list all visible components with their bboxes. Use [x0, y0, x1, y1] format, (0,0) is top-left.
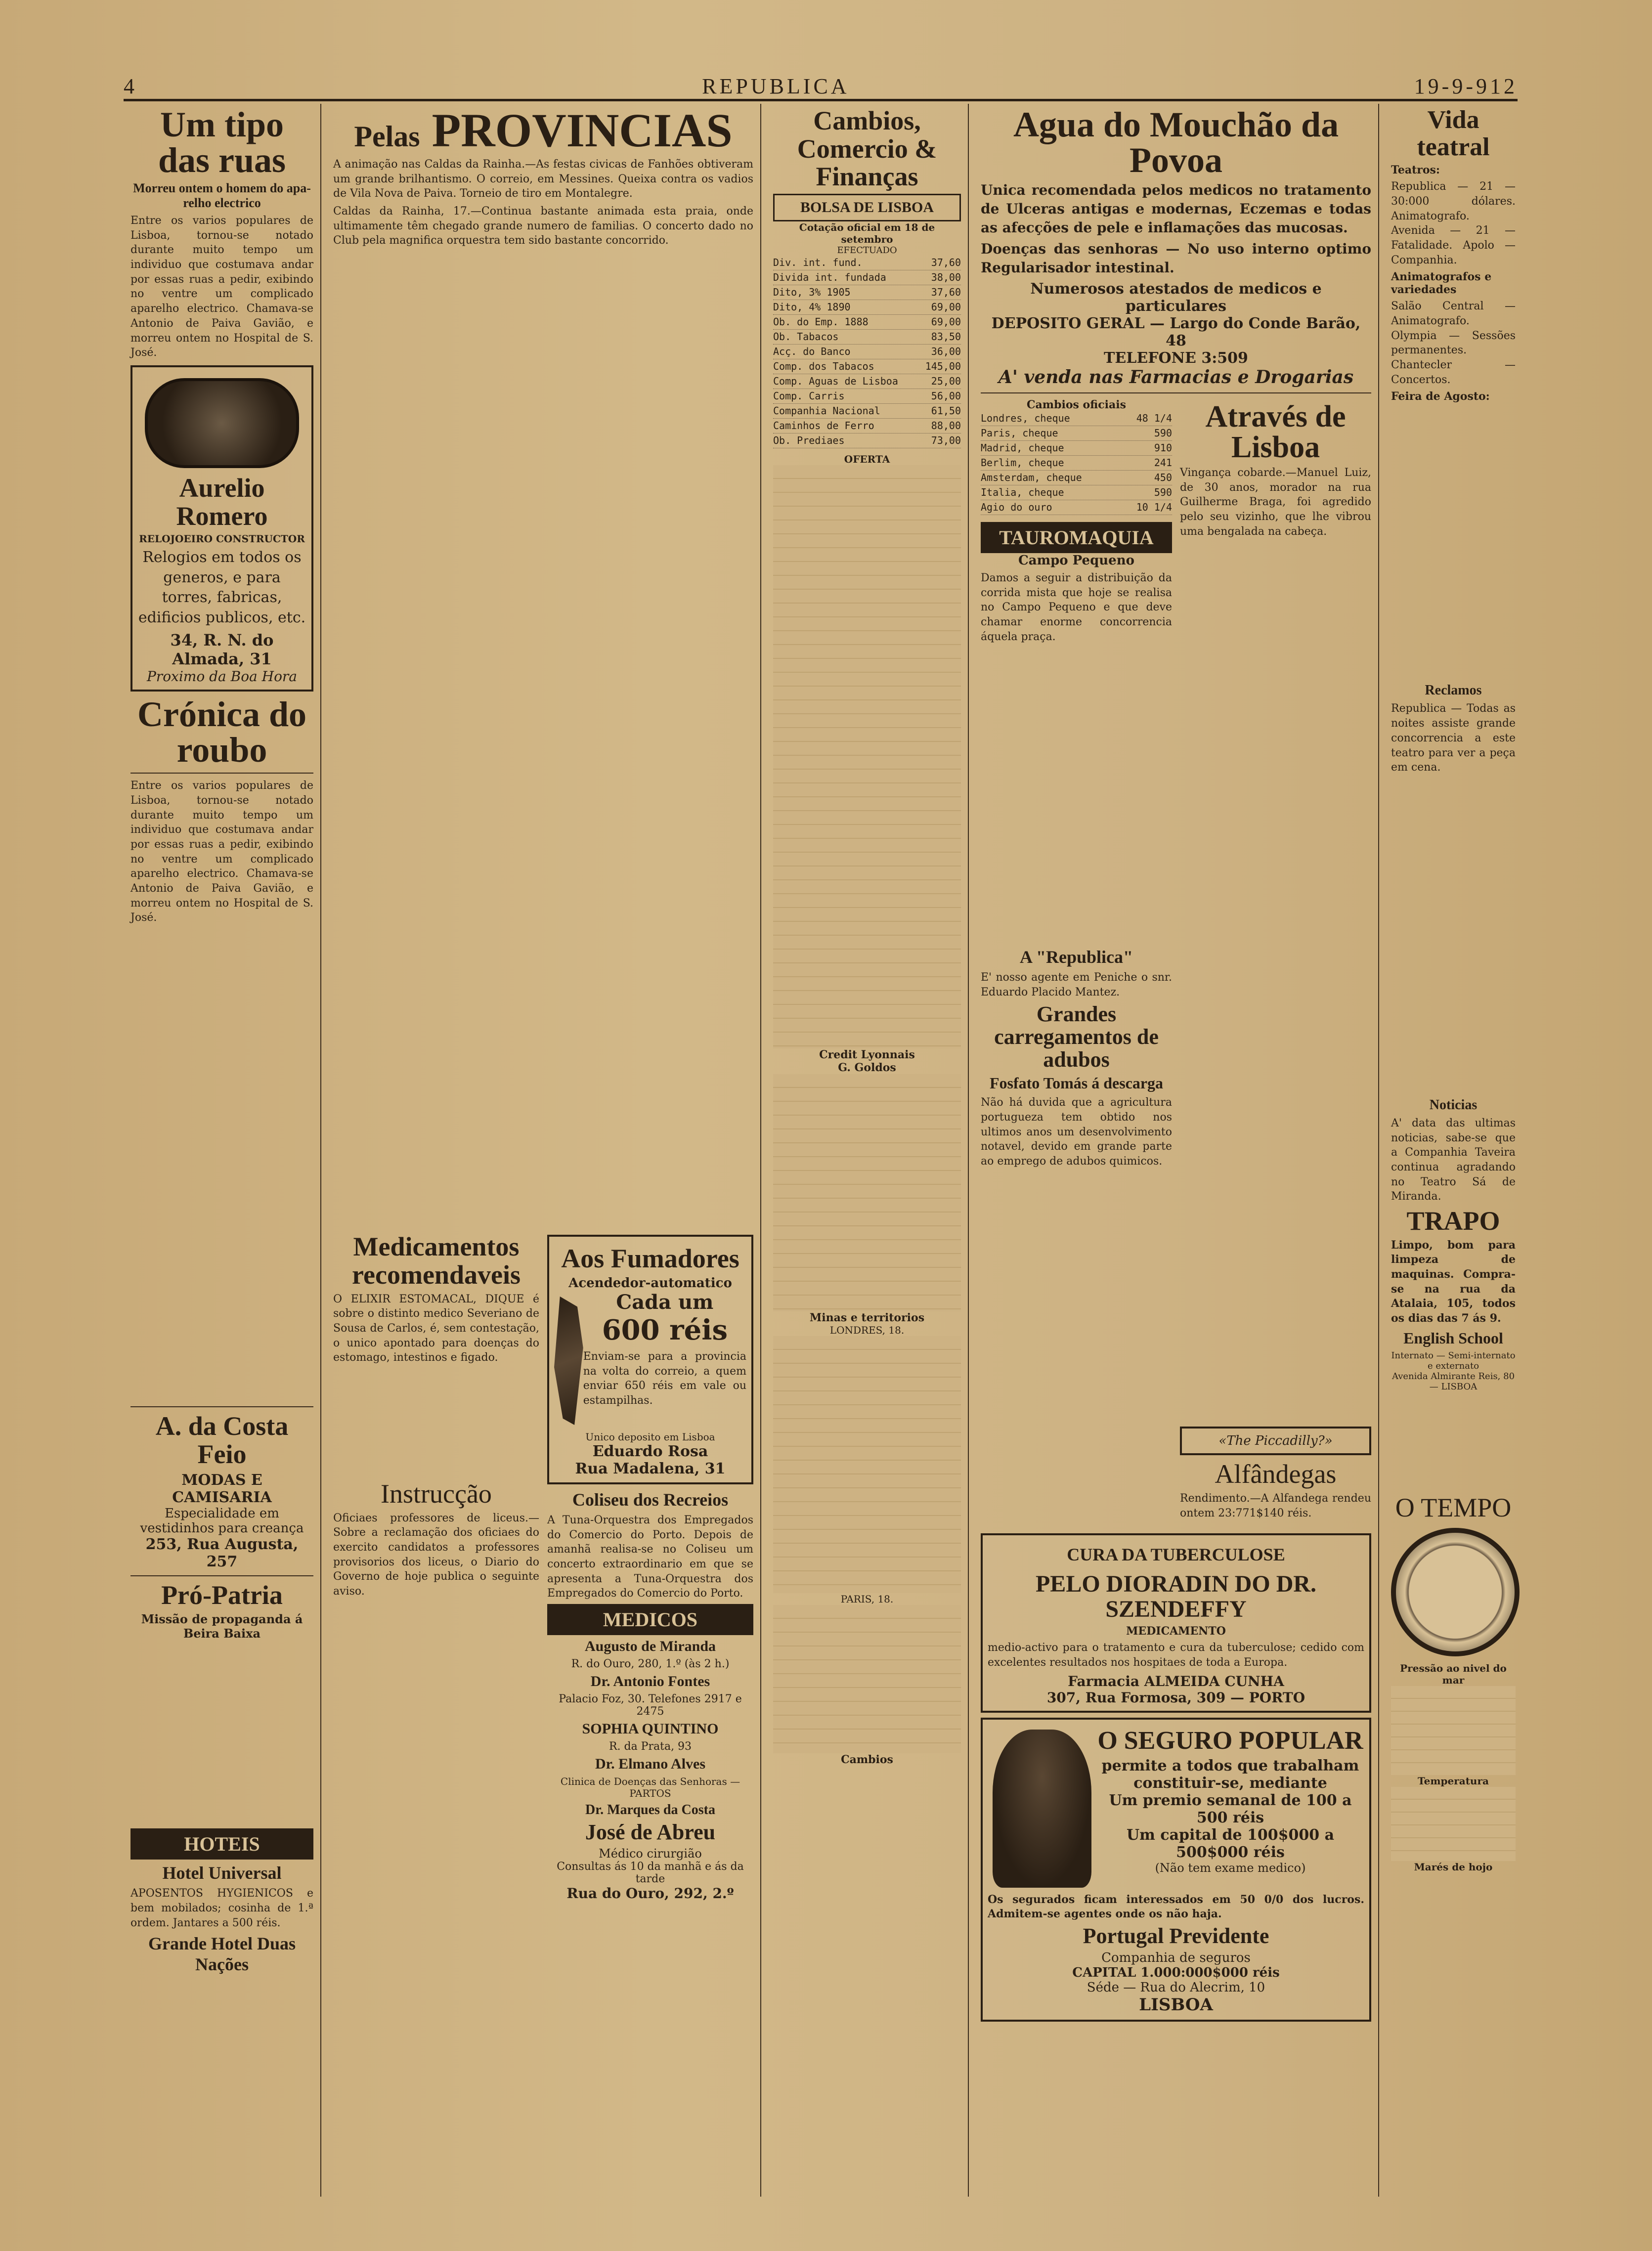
- trapo-text: Limpo, bom para limpeza de maquinas. Compra-se na rua da Atalaia, 105, todos os dias das 7 ás 9.: [1391, 1238, 1516, 1325]
- row-label: Ob. Tabacos: [773, 331, 839, 343]
- table-row: [981, 411, 1172, 426]
- ad-tuberculose: [981, 1533, 1371, 1712]
- medicos-banner: MEDICOS: [547, 1604, 753, 1635]
- companhia-label: Companhia de seguros: [1101, 1950, 1251, 1966]
- atraves-text: Vingança cobarde.—Manuel Luiz, de 30 anos, morador na rua Guilherme Braga, foi agredido pelo seu vizinho, que lhe vibrou uma bengalada na cabeça.: [1180, 466, 1371, 538]
- provincias-caldas: Caldas da Rainha, 17.—Continua bastante animada esta praia, onde ultimamente têm chegado grande numero de familias. O concerto dado no Club pela magnifica orquestra tem sido bastante concorrido.: [333, 205, 753, 247]
- pro-patria-text-block: [130, 1641, 313, 1828]
- col4-left: [981, 398, 1172, 1524]
- ad-costa-feio-name: A. da Costa Feio: [155, 1411, 289, 1469]
- headline-medicamentos: Medicamentos recomendaveis: [352, 1232, 521, 1290]
- paris-table-block: [773, 1605, 961, 1753]
- ad-seguro-popular: [981, 1718, 1371, 2022]
- reclamos-label: Reclamos: [1425, 683, 1482, 698]
- table-row: [773, 433, 961, 448]
- pressao-label: Pressão ao nivel do mar: [1400, 1662, 1507, 1686]
- oferta-table-block: [773, 465, 961, 1048]
- row-value: 37,60: [931, 257, 961, 269]
- seguro-lisboa: LISBOA: [1139, 1995, 1213, 2015]
- efectuado-label: EFECTUADO: [837, 245, 897, 256]
- animatografos-label: Animatografos e variedades: [1391, 270, 1492, 297]
- row-label: Agio do ouro: [981, 501, 1052, 513]
- row-value: 241: [1154, 456, 1172, 469]
- headline-pro-patria: Pró-Patria: [161, 1580, 283, 1610]
- article-tipo-ruas: Entre os varios populares de Lisboa, tornou-se notado durante muito tempo um individuo que costumava andar por essas ruas a pedir, exibindo no ventre um complicado aparelho electrico. Chamava-se Antonio de Paiva Gavião, e morreu ontem no Hospital de S. José.: [130, 215, 313, 359]
- table-row: [981, 456, 1172, 471]
- animatografos-text: Salão Central — Animatografo. Olympia — Sessões permanentes. Chantecler — Concertos.: [1391, 300, 1516, 386]
- coliseu-text: A Tuna-Orquestra dos Empregados do Comercio do Porto. Depois de amanhã realisa-se no Coliseu um concerto extraordinario em que se apresenta a Tuna-Orquestra dos Empregados do Comercio do Porto.: [547, 1514, 753, 1600]
- medico-augusto: Augusto de Miranda: [584, 1638, 716, 1654]
- tauromaquia-text-block: [981, 647, 1172, 944]
- table-row: [773, 256, 961, 270]
- medico-jose-addr: Rua do Ouro, 292, 2.º: [566, 1885, 734, 1902]
- headline-tempo: O TEMPO: [1395, 1492, 1512, 1522]
- table-row: [773, 404, 961, 419]
- seguro-sub: permite a todos que trabalham constituir-se, mediante: [1101, 1757, 1359, 1792]
- medico-jose: José de Abreu: [585, 1819, 716, 1844]
- table-row: [773, 315, 961, 330]
- row-value: 61,50: [931, 405, 961, 417]
- row-label: Paris, cheque: [981, 427, 1058, 439]
- fumadores-price: 600 réis: [602, 1313, 728, 1346]
- table-row: [981, 485, 1172, 500]
- column-2: [326, 104, 761, 2197]
- table-row: [981, 500, 1172, 515]
- gold-bonds: G. Goldos: [838, 1061, 896, 1075]
- ad-fumadores: [547, 1235, 753, 1484]
- medico-sophia-addr: R. da Prata, 93: [609, 1740, 692, 1753]
- minas-label: Minas e territorios: [809, 1311, 925, 1325]
- farmacia-address: 307, Rua Formosa, 309 — PORTO: [1046, 1689, 1305, 1706]
- ad-aurelio-address: 34, R. N. do Almada, 31: [170, 631, 274, 669]
- temperatura-table-block: [1391, 1787, 1516, 1861]
- trapo-title: TRAPO: [1406, 1206, 1500, 1236]
- hotel-universal-name: Hotel Universal: [162, 1863, 282, 1883]
- lighter-illustration-icon: [554, 1297, 583, 1425]
- bolsa-table: [773, 256, 961, 448]
- agua-deposito: DEPOSITO GERAL — Largo do Conde Barão, 48: [991, 314, 1361, 349]
- seguro-sede: Séde — Rua do Alecrim, 10: [1087, 1980, 1265, 1995]
- fosfato-text: Não há duvida que a agricultura portugueza tem obtido nos ultimos anos um desenvolvimento notavel, devido em grande parte ao emprego de adubos quimicos.: [981, 1096, 1172, 1168]
- reclamos-text-block: [1391, 778, 1516, 1094]
- english-school-addr: Avenida Almirante Reis, 80 — LISBOA: [1391, 1371, 1515, 1392]
- table-row: [773, 285, 961, 300]
- row-value: 36,00: [931, 346, 961, 358]
- feira-label: Feira de Agosto:: [1391, 390, 1490, 403]
- farmacia-name: Farmacia ALMEIDA CUNHA: [1068, 1673, 1284, 1689]
- column-4: [974, 104, 1379, 2197]
- table-row: [773, 300, 961, 315]
- ad-aurelio-name: Aurelio Romero: [176, 473, 268, 531]
- divider: [981, 392, 1371, 393]
- alfandegas-text: Rendimento.—A Alfandega rendeu ontem 23:771$140 réis.: [1180, 1492, 1371, 1519]
- row-value: 590: [1154, 486, 1172, 498]
- reclamos-text: Republica — Todas as noites assiste grande concorrencia a este teatro para ver a peça em cena.: [1391, 702, 1516, 774]
- dioradin-title: PELO DIORADIN DO DR. SZENDEFFY: [1035, 1571, 1317, 1622]
- row-label: Berlim, cheque: [981, 456, 1064, 469]
- page-number: 4: [124, 74, 137, 98]
- feira-text-block: [1391, 403, 1516, 680]
- tauromaquia-text: Damos a seguir a distribuição da corrida mista que hoje se realisa no Campo Pequeno e que deve chamar enorme concorrencia áquela praça.: [981, 571, 1172, 643]
- teatros-label: Teatros:: [1391, 164, 1440, 177]
- medico-elmano-sub: Clinica de Doenças das Senhoras — PARTOS: [560, 1775, 740, 1799]
- table-row: [773, 345, 961, 359]
- provincias-text-block: [333, 251, 753, 1230]
- headline-cambios: Cambios, Comercio & Finanças: [797, 106, 937, 192]
- row-value: 69,00: [931, 316, 961, 328]
- table-row: [981, 426, 1172, 441]
- row-value: 88,00: [931, 420, 961, 432]
- english-text-block: [1391, 1392, 1516, 1491]
- row-label: Londres, cheque: [981, 412, 1070, 424]
- oferta-label: OFERTA: [844, 453, 890, 466]
- row-label: Acç. do Banco: [773, 346, 851, 358]
- fumadores-price-pre: Cada um: [616, 1290, 714, 1314]
- table-row: [773, 330, 961, 345]
- row-label: Madrid, cheque: [981, 441, 1064, 454]
- seguro-capital: CAPITAL 1.000:000$000 réis: [1072, 1965, 1280, 1981]
- ad-costa-feio-address: 253, Rua Augusta, 257: [145, 1535, 299, 1570]
- seguro-title: O SEGURO POPULAR: [1097, 1726, 1363, 1755]
- row-value: 450: [1154, 471, 1172, 483]
- row-value: 25,00: [931, 375, 961, 388]
- hoteis-banner: HOTEIS: [130, 1828, 313, 1860]
- headline-provincias: [333, 104, 753, 157]
- issue-date: 19-9-912: [1414, 74, 1518, 98]
- headline-republica: A "Republica": [1019, 947, 1133, 967]
- row-label: Companhia Nacional: [773, 405, 880, 417]
- fumadores-sub: Acendedor-automatico: [568, 1275, 732, 1291]
- fumadores-text: Enviam-se para a provincia na volta do correio, a quem enviar 650 réis em vale ou estampilhas.: [583, 1350, 746, 1407]
- lower-left: [333, 1230, 539, 1902]
- row-label: Comp. Aguas de Lisboa: [773, 375, 898, 388]
- medico-fontes: Dr. Antonio Fontes: [590, 1673, 710, 1689]
- headline-cronica-roubo: Crónica do roubo: [137, 694, 306, 770]
- lower-two-columns: [333, 1230, 753, 1902]
- divider: [130, 1575, 313, 1576]
- table-row: [773, 419, 961, 433]
- ad-aurelio-note: Proximo da Boa Hora: [146, 668, 298, 685]
- row-label: Comp. Carris: [773, 390, 845, 402]
- col4-split: [981, 398, 1371, 1524]
- row-value: 83,50: [931, 331, 961, 343]
- headline-grandes-carregamentos: Grandes carregamentos de adubos: [994, 1001, 1159, 1072]
- pressao-table-block: [1391, 1686, 1516, 1775]
- row-label: Italia, cheque: [981, 486, 1064, 498]
- cronica-text-block: [130, 779, 313, 1401]
- divider: [130, 773, 313, 774]
- row-value: 37,60: [931, 286, 961, 299]
- headline-vida-teatral: Vida teatral: [1417, 106, 1490, 161]
- medico-sophia: SOPHIA QUINTINO: [582, 1720, 719, 1737]
- row-value: 73,00: [931, 434, 961, 447]
- temperatura-label: Temperatura: [1418, 1775, 1489, 1787]
- cronica-placeholder-text: Entre os varios populares de Lisboa, tornou-se notado durante muito tempo um individuo que costumava andar por essas ruas a pedir, exibindo no ventre um complicado aparelho electrico. Chamava-se Antonio de Paiva Gavião, e morreu ontem no Hospital de S. José.: [130, 779, 313, 924]
- medico-elmano: Dr. Elmano Alves: [595, 1755, 706, 1772]
- row-value: 38,00: [931, 271, 961, 284]
- bolsa-banner: BOLSA DE LISBOA: [773, 194, 961, 221]
- agua-sub: Unica recomendada pelos medicos no tratamento de Ulceras antigas e modernas, Eczemas e todas as afecções de pele e inflamações das mucosas.: [981, 182, 1371, 236]
- medico-jose-sub: Médico cirurgião: [599, 1847, 702, 1861]
- agua-telefone: TELEFONE 3:509: [1104, 349, 1248, 367]
- noticias-text: A' data das ultimas noticias, sabe-se que a Companhia Taveira continua agradando no Teatro Sá de Miranda.: [1391, 1117, 1516, 1203]
- lower-right: [547, 1230, 753, 1902]
- row-label: Comp. dos Tabacos: [773, 360, 874, 373]
- row-label: Dito, 3% 1905: [773, 286, 851, 299]
- fumadores-name: Eduardo Rosa: [592, 1442, 708, 1460]
- row-value: 69,00: [931, 301, 961, 313]
- row-value: 48 1/4: [1136, 412, 1172, 424]
- row-label: Dito, 4% 1890: [773, 301, 851, 313]
- seguro-note: Os segurados ficam interessados em 50 0/0 dos lucros. Admitem-se agentes onde os não haja.: [988, 1893, 1364, 1921]
- cambios-oficiais-title: Cambios oficiais: [1027, 398, 1126, 411]
- medicamentos-text: O ELIXIR ESTOMACAL, DIQUE é sobre o distinto medico Severiano de Sousa de Carlos, é, sem contestação, o unico apontado para doenças do estomago, intestinos e figado.: [333, 1293, 539, 1364]
- table-row: [981, 441, 1172, 456]
- ad-costa-feio-spec: Especialidade em vestidinhos para creança: [140, 1506, 304, 1536]
- headline-atraves-lisboa: Através de Lisboa: [1205, 399, 1346, 464]
- ad-aurelio-romero: [130, 365, 313, 692]
- column-3: [766, 104, 969, 2197]
- fumadores-address: Rua Madalena, 31: [575, 1460, 726, 1477]
- minas-table-block: [773, 1336, 961, 1593]
- noticias-label: Noticias: [1429, 1097, 1478, 1113]
- seguro-capital-line: Um capital de 100$000 a 500$000 réis: [1126, 1826, 1335, 1861]
- masthead: [124, 69, 1518, 101]
- credit-lyonnais: Credit Lyonnais: [819, 1048, 915, 1062]
- paper-name: REPUBLICA: [702, 74, 850, 98]
- row-value: 56,00: [931, 390, 961, 402]
- row-label: Ob. do Emp. 1888: [773, 316, 869, 328]
- agua-venda: A' venda nas Farmacias e Drogarias: [998, 366, 1354, 388]
- atraves-text-block: [1180, 542, 1371, 1422]
- headline-fosfato: Fosfato Tomás á descarga: [989, 1074, 1164, 1092]
- fumadores-deposit: Unico deposito em Lisboa: [585, 1430, 715, 1443]
- row-label: Caminhos de Ferro: [773, 420, 874, 432]
- row-value: 145,00: [925, 360, 961, 373]
- pro-patria-sub: Missão de propaganda á Beira Baixa: [141, 1612, 303, 1641]
- column-1: [124, 104, 321, 2197]
- col4-right: [1180, 398, 1371, 1524]
- agua-sub2: Doenças das senhoras — No uso interno optimo Regularisador intestinal.: [981, 241, 1371, 276]
- ad-costa-feio-line: MODAS E CAMISARIA: [172, 1471, 272, 1506]
- gold-table-block: [773, 1074, 961, 1311]
- republica-text: E' nosso agente em Peniche o snr. Eduardo Placido Mantez.: [981, 971, 1172, 999]
- headline-tipo-ruas: Um tipo das ruas: [158, 105, 286, 180]
- row-value: 910: [1154, 441, 1172, 454]
- row-label: Divida int. fundada: [773, 271, 886, 284]
- cotacao-line: Cotação oficial em 18 de setembro: [799, 221, 935, 246]
- statue-illustration-icon: [993, 1730, 1091, 1888]
- headline-alfandegas: Alfândegas: [1215, 1459, 1337, 1489]
- table-row: [981, 471, 1172, 485]
- portugal-previdente: Portugal Previdente: [1083, 1924, 1269, 1948]
- mares-label: Marés de hojo: [1414, 1861, 1493, 1873]
- medico-marques: Dr. Marques da Costa: [585, 1802, 715, 1818]
- medicamentos-text-block: [333, 1368, 539, 1477]
- headline-provincias-prefix: Pelas: [354, 120, 420, 153]
- agua-atestados: Numerosos atestados de medicos e particulares: [1030, 280, 1322, 315]
- seguro-premio: Um premio semanal de 100 a 500 réis: [1109, 1792, 1352, 1827]
- paris-label: PARIS, 18.: [840, 1593, 894, 1605]
- headline-coliseu: Coliseu dos Recreios: [572, 1489, 729, 1510]
- medicamento-label: MEDICAMENTO: [1126, 1625, 1226, 1638]
- headline-agua-mouchao: Agua do Mouchão da Povoa: [1013, 105, 1339, 180]
- row-value: 10 1/4: [1136, 501, 1172, 513]
- ad-aurelio-text: Relogios em todos os generos, e para torres, fabricas, edificios publicos, etc.: [138, 549, 306, 626]
- medico-augusto-addr: R. do Ouro, 280, 1.º (às 2 h.): [571, 1657, 730, 1670]
- fumadores-title: Aos Fumadores: [561, 1244, 739, 1274]
- cura-title: CURA DA TUBERCULOSE: [1067, 1545, 1285, 1565]
- provincias-intro: A animação nas Caldas da Rainha.—As festas civicas de Fanhões obtiveram um grande brilhantismo. O correio, em Messines. Queixa contra os vadios de Vila Nova de Paiva. Torneio de tiro em Montalegre.: [333, 158, 753, 200]
- medico-jose-hours: Consultas ás 10 da manhã e ás da tarde: [557, 1861, 744, 1886]
- table-row: [773, 270, 961, 285]
- table-row: [773, 374, 961, 389]
- headline-provincias-main: PROVINCIAS: [432, 104, 733, 157]
- teatros-text: Republica — 21 — 30:000 dólares. Animatografo. Avenida — 21 — Fatalidade. Apolo — Companhia.: [1391, 180, 1516, 266]
- row-label: Div. int. fund.: [773, 257, 863, 269]
- londres-label: LONDRES, 18.: [829, 1324, 905, 1337]
- hotel-universal-text: APOSENTOS HYGIENICOS e bem mobilados; cosinha de 1.ª ordem. Jantares a 500 réis.: [130, 1887, 313, 1929]
- instrucao-text: Oficiaes professores de liceus.—Sobre a reclamação dos oficiaes do exercito candidatos a professores provisorios dos liceus, o Diario do Governo de hoje publica o seguinte aviso.: [333, 1512, 539, 1598]
- tauromaquia-banner: TAUROMAQUIA: [981, 522, 1172, 553]
- column-5: [1384, 104, 1522, 2197]
- cambios-label: Cambios: [841, 1753, 893, 1767]
- medico-fontes-addr: Palacio Foz, 30. Telefones 2917 e 2475: [559, 1692, 742, 1718]
- piccadilly-box: «The Piccadilly?»: [1180, 1427, 1371, 1455]
- english-school: English School: [1403, 1329, 1503, 1347]
- subhead-tipo-ruas: Morreu ontem o homem do apa-relho electrico: [133, 181, 311, 210]
- cambios-oficiais-table: [981, 411, 1172, 515]
- watch-illustration-icon: [145, 378, 299, 468]
- ad-aurelio-sub: RELOJOEIRO CONSTRUCTOR: [139, 533, 305, 545]
- row-value: 590: [1154, 427, 1172, 439]
- fumadores-right: [583, 1291, 746, 1431]
- english-school-sub: Internato — Semi-internato e externato: [1391, 1350, 1516, 1371]
- seguro-sem-exame: (Não tem exame medico): [1155, 1861, 1306, 1875]
- headline-instrucao: Instrucção: [381, 1478, 492, 1509]
- table-row: [773, 389, 961, 404]
- row-label: Amsterdam, cheque: [981, 471, 1082, 483]
- campo-pequeno: Campo Pequeno: [1018, 553, 1134, 568]
- divider: [130, 1406, 313, 1407]
- cura-text: medio-activo para o tratamento e cura da tuberculose; cedido com excelentes resultados nos hospitaes de toda a Europa.: [988, 1642, 1364, 1669]
- table-row: [773, 359, 961, 374]
- barometer-icon: [1391, 1528, 1520, 1656]
- row-label: Ob. Prediaes: [773, 434, 845, 447]
- fumadores-body: [554, 1291, 746, 1431]
- grande-hotel-name: Grande Hotel Duas Nações: [148, 1934, 296, 1975]
